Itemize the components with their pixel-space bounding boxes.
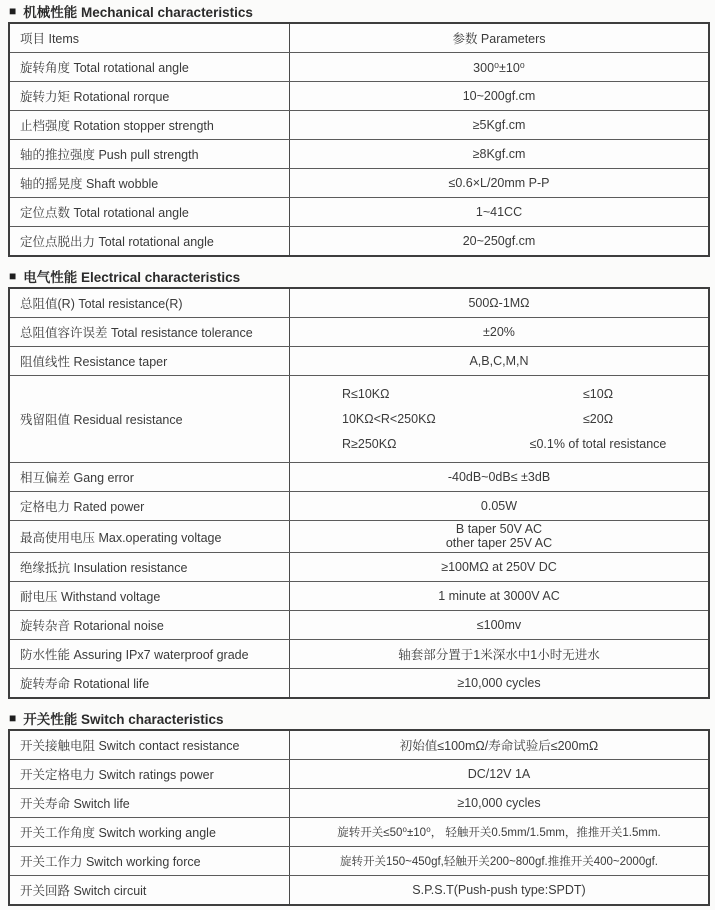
row-label: 防水性能 Assuring IPx7 waterproof grade [10,640,290,668]
row-label: 绝缘抵抗 Insulation resistance [10,553,290,581]
section-title-text: 开关性能 Switch characteristics [23,712,224,727]
row-value: ≤100mv [476,618,522,632]
row-value: 旋转开关≤50⁰±10⁰， 轻触开关0.5mm/1.5mm，推推开关1.5mm. [337,827,661,839]
row-value: A,B,C,M,N [469,354,529,368]
table-row [10,462,708,491]
row-value: 20~250gf.cm [462,234,536,248]
sub-row [290,432,708,457]
table-row [10,24,708,52]
row-value: ≤0.6×L/20mm P-P [448,176,550,190]
table-row [10,788,708,817]
row-label: 开关工作角度 Switch working angle [10,818,290,846]
table-row [10,168,708,197]
row-label: 开关定格电力 Switch ratings power [10,760,290,788]
table-row [10,375,708,462]
row-label: 开关寿命 Switch life [10,789,290,817]
table-row [10,846,708,875]
row-label: 开关回路 Switch circuit [10,876,290,904]
table-row [10,317,708,346]
sub-row [290,406,708,431]
row-value: 旋转开关150~450gf,轻触开关200~800gf.推推开关400~2000gf. [339,856,659,868]
row-label: 旋转杂音 Rotarional noise [10,611,290,639]
row-value: ≥100MΩ at 250V DC [441,560,557,574]
sub-row [290,381,708,406]
row-label: 耐电压 Withstand voltage [10,582,290,610]
table-row [10,817,708,846]
section-marker-icon: ■ [9,711,17,725]
table-row [10,289,708,317]
row-value: DC/12V 1A [467,767,531,781]
table-row [10,639,708,668]
spec-table [8,22,710,257]
row-label: 定格电力 Rated power [10,492,290,520]
row-value [290,521,708,552]
row-label: 定位点脱出力 Total rotational angle [10,227,290,255]
row-label: 总阻值(R) Total resistance(R) [10,289,290,317]
row-value: S.P.S.T(Push-push type:SPDT) [412,883,586,897]
row-label: 总阻值容许误差 Total resistance tolerance [10,318,290,346]
row-value: 1~41CC [475,205,523,219]
table-row [10,520,708,552]
spec-table [8,729,710,906]
table-row [10,491,708,520]
row-label: 开关工作力 Switch working force [10,847,290,875]
row-value: ≥8Kgf.cm [472,147,526,161]
row-value-group [290,376,708,462]
sub-value: ≤10Ω [582,386,614,401]
section-2 [8,268,710,699]
table-row [10,668,708,697]
row-label: 相互偏差 Gang error [10,463,290,491]
row-value: 10~200gf.cm [462,89,536,103]
row-value: ≥5Kgf.cm [472,118,526,132]
spec-table [8,287,710,699]
row-value: ≥10,000 cycles [457,796,541,810]
value-line: other taper 25V AC [445,535,553,550]
row-label: 止档强度 Rotation stopper strength [10,111,290,139]
row-value: -40dB~0dB≤ ±3dB [447,470,551,484]
row-value: 初始值≤100mΩ/寿命试验后≤200mΩ [399,739,599,753]
table-row [10,81,708,110]
section-title [8,3,710,19]
table-row [10,52,708,81]
row-label: 轴的摇晃度 Shaft wobble [10,169,290,197]
table-row [10,610,708,639]
section-title-text: 电气性能 Electrical characteristics [23,270,241,285]
row-label: 阻值线性 Resistance taper [10,347,290,375]
value-line: B taper 50V AC [455,522,543,536]
table-row [10,731,708,759]
section-marker-icon: ■ [9,4,17,18]
row-value: ≥10,000 cycles [457,676,541,690]
row-label: 轴的推拉强度 Push pull strength [10,140,290,168]
table-row [10,139,708,168]
table-row [10,875,708,904]
sub-value: ≤20Ω [582,411,614,426]
section-marker-icon: ■ [9,269,17,283]
sub-value: ≤0.1% of total resistance [529,437,667,452]
table-row [10,581,708,610]
row-label: 最高使用电压 Max.operating voltage [10,521,290,552]
section-title [8,268,710,284]
row-label: 定位点数 Total rotational angle [10,198,290,226]
row-label: 残留阻值 Residual resistance [10,376,290,462]
section-3 [8,710,710,906]
row-value: 500Ω-1MΩ [468,296,530,310]
section-title-text: 机械性能 Mechanical characteristics [23,5,253,20]
row-value: ±20% [483,325,515,339]
table-row [10,110,708,139]
section-1 [8,3,710,257]
sub-condition: 10KΩ<R<250KΩ [342,411,436,426]
table-row [10,759,708,788]
sub-condition: R≤10KΩ [342,386,390,401]
table-row [10,197,708,226]
section-title [8,710,710,726]
sub-condition: R≥250KΩ [342,437,397,452]
row-label: 开关接触电阻 Switch contact resistance [10,731,290,759]
table-row [10,346,708,375]
row-value: 参数 Parameters [452,32,546,46]
row-value: 轴套部分置于1米深水中1小时无进水 [398,648,600,662]
table-row [10,552,708,581]
row-label: 项目 Items [10,24,290,52]
row-label: 旋转力矩 Rotational rorque [10,82,290,110]
row-value: 1 minute at 3000V AC [438,589,560,603]
table-row [10,226,708,255]
row-value: 0.05W [480,499,518,513]
row-label: 旋转寿命 Rotational life [10,669,290,697]
row-label: 旋转角度 Total rotational angle [10,53,290,81]
row-value: 300⁰±10⁰ [473,60,525,75]
